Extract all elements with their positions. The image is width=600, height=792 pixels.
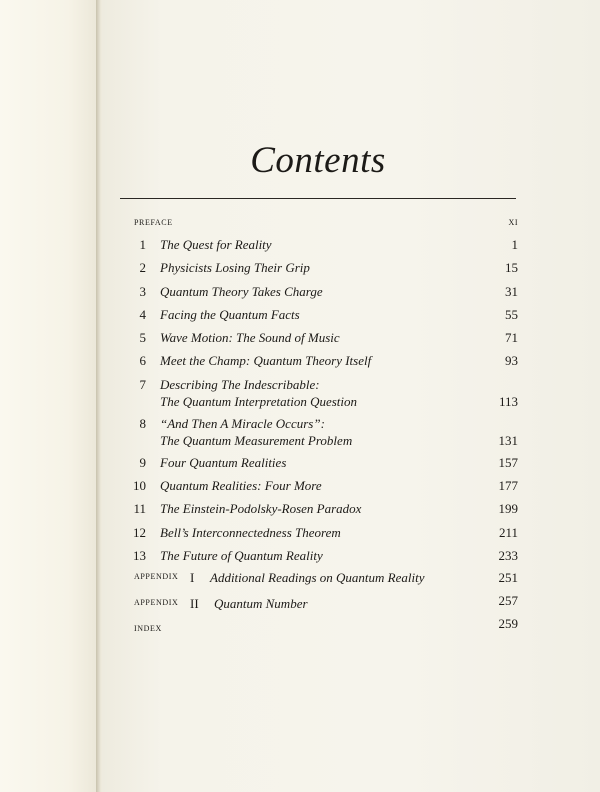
chapter-title: The Future of Quantum Reality xyxy=(160,548,323,563)
chapter-title: Bell’s Interconnectedness Theorem xyxy=(160,525,341,540)
chapter-number: 11 xyxy=(133,501,146,516)
chapter-number: 2 xyxy=(139,260,146,275)
chapter-title: Physicists Losing Their Grip xyxy=(160,260,310,275)
chapter-page: 211 xyxy=(498,525,518,540)
index-page: 259 xyxy=(498,616,518,631)
chapter-number: 6 xyxy=(139,353,146,368)
chapter-page: 113 xyxy=(498,394,518,409)
chapter-number: 4 xyxy=(139,307,146,322)
chapter-page: 55 xyxy=(505,307,518,322)
title-rule xyxy=(120,198,516,199)
chapter-title: Wave Motion: The Sound of Music xyxy=(160,330,340,345)
chapter-number: 3 xyxy=(139,284,146,299)
chapter-title: Quantum Theory Takes Charge xyxy=(160,284,323,299)
chapter-page: 131 xyxy=(498,433,518,448)
preface-label: preface xyxy=(134,216,173,228)
chapter-page: 93 xyxy=(505,353,518,368)
facing-page xyxy=(0,0,98,792)
chapter-page: 157 xyxy=(498,455,518,470)
chapter-title: Four Quantum Realities xyxy=(160,455,287,470)
appendix-number: I xyxy=(190,570,195,585)
appendix-page: 251 xyxy=(498,570,518,585)
chapter-number: 8 xyxy=(139,416,146,431)
chapter-number: 1 xyxy=(139,237,146,252)
chapter-page: 15 xyxy=(505,260,518,275)
chapter-page: 31 xyxy=(505,284,518,299)
chapter-number: 7 xyxy=(139,377,146,392)
appendix-label: appendix xyxy=(134,570,179,582)
chapter-title: Describing The Indescribable: xyxy=(160,377,320,392)
chapter-page: 71 xyxy=(505,330,518,345)
chapter-number: 13 xyxy=(133,548,146,563)
appendix-page: 257 xyxy=(498,593,518,608)
chapter-title: Quantum Realities: Four More xyxy=(160,478,322,493)
chapter-page: 199 xyxy=(498,501,518,516)
appendix-label: appendix xyxy=(134,596,179,608)
appendix-number: II xyxy=(190,596,199,611)
chapter-page: 177 xyxy=(498,478,518,493)
appendix-title: Quantum Number xyxy=(214,596,308,611)
page-title: Contents xyxy=(250,140,386,181)
chapter-page: 233 xyxy=(498,548,518,563)
chapter-page: 1 xyxy=(511,237,518,252)
chapter-number: 12 xyxy=(133,525,146,540)
chapter-title: The Einstein-Podolsky-Rosen Paradox xyxy=(160,501,362,516)
preface-page: xi xyxy=(508,216,518,228)
appendix-title: Additional Readings on Quantum Reality xyxy=(210,570,425,585)
chapter-title: The Quantum Interpretation Question xyxy=(160,394,358,409)
chapter-title: Facing the Quantum Facts xyxy=(160,307,300,322)
chapter-title: The Quest for Reality xyxy=(160,237,272,252)
chapter-number: 5 xyxy=(139,330,146,345)
chapter-title: The Quantum Measurement Problem xyxy=(160,433,353,448)
chapter-number: 10 xyxy=(133,478,146,493)
chapter-title: “And Then A Miracle Occurs”: xyxy=(160,416,325,431)
chapter-number: 9 xyxy=(139,455,146,470)
chapter-title: Meet the Champ: Quantum Theory Itself xyxy=(160,353,372,368)
index-label: index xyxy=(134,622,162,634)
